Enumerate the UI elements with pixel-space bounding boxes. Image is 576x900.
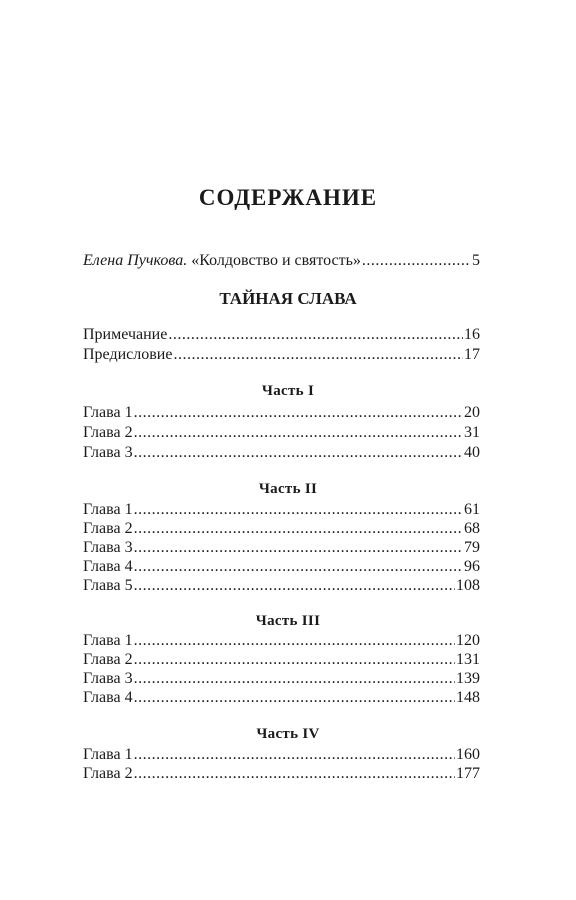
leader-dots xyxy=(134,745,455,765)
leader-dots xyxy=(134,423,463,443)
page-title: СОДЕРЖАНИЕ xyxy=(198,185,378,210)
toc-entry-label: Глава 1 xyxy=(83,632,133,649)
leader-dots xyxy=(134,576,455,596)
leader-dots xyxy=(134,519,463,539)
part-heading-4: Часть IV xyxy=(256,726,320,742)
page-number: 160 xyxy=(456,746,480,763)
leader-dots xyxy=(134,764,455,784)
leader-dots xyxy=(134,443,463,463)
part-heading-1: Часть I xyxy=(261,383,315,399)
toc-entry-label: Глава 2 xyxy=(83,520,133,537)
leader-dots xyxy=(362,251,471,271)
toc-entry-part2-ch2[interactable] xyxy=(83,519,480,539)
toc-entry-label xyxy=(83,251,361,271)
toc-entry-label: Глава 1 xyxy=(83,746,133,763)
toc-entry-label: Глава 1 xyxy=(83,404,133,421)
page-number: 139 xyxy=(456,670,480,687)
toc-entry-part2-ch1[interactable] xyxy=(83,500,480,520)
toc-entry-label: Предисловие xyxy=(83,346,173,363)
page-number: 5 xyxy=(472,252,480,269)
toc-entry-part2-ch3[interactable] xyxy=(83,538,480,558)
page-number: 16 xyxy=(464,326,480,343)
intro-title: «Колдовство и святость» xyxy=(187,252,361,269)
toc-entry-part2-ch5[interactable] xyxy=(83,576,480,596)
toc-entry-label: Глава 2 xyxy=(83,424,133,441)
leader-dots xyxy=(134,557,463,577)
toc-entry-label: Глава 3 xyxy=(83,670,133,687)
toc-entry-label: Примечание xyxy=(83,326,168,343)
toc-entry-label: Глава 3 xyxy=(83,444,133,461)
page-number: 31 xyxy=(464,424,480,441)
toc-entry-part3-ch3[interactable] xyxy=(83,669,480,689)
leader-dots xyxy=(173,345,463,365)
leader-dots xyxy=(134,500,463,520)
toc-entry-label: Глава 2 xyxy=(83,651,133,668)
leader-dots xyxy=(134,669,455,689)
toc-entry-part2-ch4[interactable] xyxy=(83,557,480,577)
toc-entry-part4-ch1[interactable] xyxy=(83,745,480,765)
part-heading-3: Часть III xyxy=(255,613,321,629)
toc-entry-label: Глава 5 xyxy=(83,577,133,594)
page-number: 96 xyxy=(464,558,480,575)
page-number: 79 xyxy=(464,539,480,556)
page-number: 17 xyxy=(464,346,480,363)
leader-dots xyxy=(134,650,455,670)
section-title: ТАЙНАЯ СЛАВА xyxy=(219,289,357,308)
toc-entry-part3-ch4[interactable] xyxy=(83,688,480,708)
toc-entry-intro[interactable] xyxy=(83,251,480,271)
toc-entry-preface[interactable] xyxy=(83,345,480,365)
toc-entry-part3-ch1[interactable] xyxy=(83,631,480,651)
leader-dots xyxy=(168,325,463,345)
intro-author: Елена Пучкова. xyxy=(83,252,188,269)
page-number: 40 xyxy=(464,444,480,461)
toc-entry-part1-ch1[interactable] xyxy=(83,403,480,423)
leader-dots xyxy=(134,688,455,708)
toc-entry-label: Глава 2 xyxy=(83,765,133,782)
page-number: 68 xyxy=(464,520,480,537)
leader-dots xyxy=(134,631,455,651)
toc-entry-part4-ch2[interactable] xyxy=(83,764,480,784)
page-number: 61 xyxy=(464,501,480,518)
part-heading-2: Часть II xyxy=(258,481,318,497)
leader-dots xyxy=(134,538,463,558)
page-number: 177 xyxy=(456,765,480,782)
page-number: 131 xyxy=(456,651,480,668)
page-number: 20 xyxy=(464,404,480,421)
leader-dots xyxy=(134,403,463,423)
toc-entry-part3-ch2[interactable] xyxy=(83,650,480,670)
page-number: 148 xyxy=(456,689,480,706)
page-number: 108 xyxy=(456,577,480,594)
toc-entry-label: Глава 3 xyxy=(83,539,133,556)
toc-entry-part1-ch2[interactable] xyxy=(83,423,480,443)
toc-entry-label: Глава 1 xyxy=(83,501,133,518)
page-number: 120 xyxy=(456,632,480,649)
toc-entry-note[interactable] xyxy=(83,325,480,345)
toc-entry-label: Глава 4 xyxy=(83,689,133,706)
toc-entry-label: Глава 4 xyxy=(83,558,133,575)
toc-entry-part1-ch3[interactable] xyxy=(83,443,480,463)
